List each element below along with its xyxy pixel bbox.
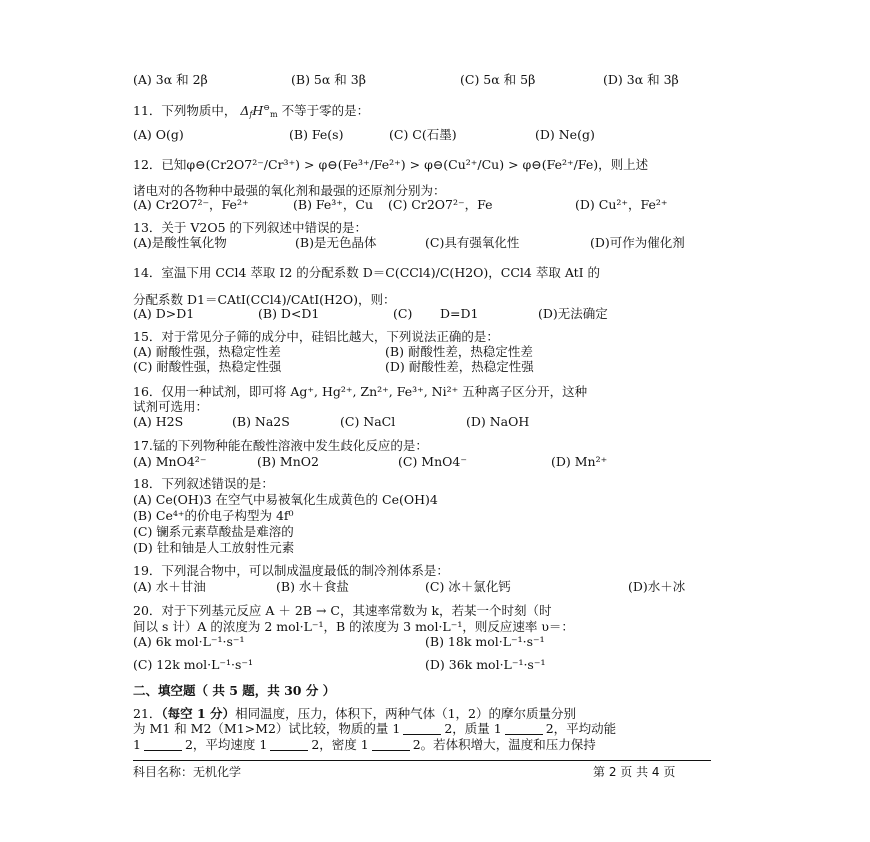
q11-option-a: (A) O(g) xyxy=(133,127,184,142)
q18-option-a: (A) Ce(OH)3 在空气中易被氧化生成黄色的 Ce(OH)4 xyxy=(133,492,438,507)
q21-line-3: 1 2，平均速度 1 2，密度 1 2。若体积增大，温度和压力保持 xyxy=(133,737,596,752)
q12-option-c: (C) Cr2O7²⁻，Fe xyxy=(388,197,493,212)
footer-subject: 科目名称：无机化学 xyxy=(133,765,242,779)
q15-option-d: (D) 耐酸性差，热稳定性强 xyxy=(385,359,534,374)
q18-option-d: (D) 钍和铀是人工放射性元素 xyxy=(133,540,295,555)
q20-option-c: (C) 12k mol·L⁻¹·s⁻¹ xyxy=(133,657,254,672)
q20-option-a: (A) 6k mol·L⁻¹·s⁻¹ xyxy=(133,634,245,649)
q10-option-a: (A) 3α 和 2β xyxy=(133,72,208,87)
q16-option-b: (B) Na2S xyxy=(232,414,290,429)
q13-option-b: (B)是无色晶体 xyxy=(295,235,377,250)
q11-option-d: (D) Ne(g) xyxy=(535,127,595,142)
blank-3[interactable] xyxy=(144,739,182,751)
q21-line-2: 为 M1 和 M2（M1>M2）试比较，物质的量 1 2，质量 1 2，平均动能 xyxy=(133,721,617,736)
q20-option-b: (B) 18k mol·L⁻¹·s⁻¹ xyxy=(425,634,545,649)
q19-option-a: (A) 水＋甘油 xyxy=(133,579,206,594)
q16-stem: 16．仅用一种试剂，即可将 Ag⁺, Hg²⁺, Zn²⁺, Fe³⁺, Ni²⁺ 五种离子区分开，这种 xyxy=(133,384,588,399)
q19-option-b: (B) 水＋食盐 xyxy=(276,579,349,594)
q15-stem: 15．对于常见分子筛的成分中，硅铝比越大，下列说法正确的是： xyxy=(133,329,499,344)
q14-option-a: (A) D>D1 xyxy=(133,306,195,321)
q11-option-b: (B) Fe(s) xyxy=(289,127,344,142)
q12-stem: 12．已知φ⊖(Cr2O7²⁻/Cr³⁺) > φ⊖(Fe³⁺/Fe²⁺) > φ⊖(Cu²⁺/Cu) > φ⊖(Fe²⁺/Fe)，则上述 xyxy=(133,157,649,172)
q15-option-b: (B) 耐酸性差，热稳定性差 xyxy=(385,344,533,359)
q12-option-a: (A) Cr2O7²⁻，Fe²⁺ xyxy=(133,197,249,212)
blank-1[interactable] xyxy=(403,723,441,735)
q15-option-a: (A) 耐酸性强，热稳定性差 xyxy=(133,344,281,359)
q13-option-c: (C)具有强氧化性 xyxy=(425,235,520,250)
q14-option-d: (D)无法确定 xyxy=(538,306,608,321)
q10-option-d: (D) 3α 和 3β xyxy=(603,72,679,87)
q14-option-b: (B) D<D1 xyxy=(258,306,320,321)
q14-stem: 14．室温下用 CCl4 萃取 I2 的分配系数 D＝C(CCl4)/C(H2O)，CCl4 萃取 AtI 的 xyxy=(133,265,601,280)
footer-rule xyxy=(133,760,711,761)
q20-stem: 20．对于下列基元反应 A ＋ 2B → C，其速率常数为 k，若某一个时刻（时 xyxy=(133,603,552,618)
q21-points-tag: （每空 1 分） xyxy=(161,706,236,721)
blank-2[interactable] xyxy=(505,723,543,735)
q17-option-d: (D) Mn²⁺ xyxy=(551,454,608,469)
q16-option-a: (A) H2S xyxy=(133,414,184,429)
q18-stem: 18．下列叙述错误的是： xyxy=(133,476,274,491)
q14-stem-cont: 分配系数 D1＝CAtI(CCl4)/CAtI(H2O)，则： xyxy=(133,292,396,307)
blank-4[interactable] xyxy=(270,739,308,751)
footer-page: 第 2 页 共 4 页 xyxy=(593,765,676,779)
q20-stem-cont: 间以 s 计）A 的浓度为 2 mol·L⁻¹，B 的浓度为 3 mol·L⁻¹，则反应速率 υ＝： xyxy=(133,619,574,634)
q16-stem-cont: 试剂可选用： xyxy=(133,399,209,414)
q18-option-b: (B) Ce⁴⁺的价电子构型为 4f⁰ xyxy=(133,508,294,523)
q21-line-1: 21．（每空 1 分）相同温度，压力，体积下，两种气体（1，2）的摩尔质量分别 xyxy=(133,706,576,721)
blank-5[interactable] xyxy=(372,739,410,751)
q17-option-a: (A) MnO4²⁻ xyxy=(133,454,207,469)
q14-option-c-text: D=D1 xyxy=(440,306,479,321)
q10-option-b: (B) 5α 和 3β xyxy=(291,72,366,87)
q11-option-c: (C) C(石墨) xyxy=(389,127,457,142)
q12-stem-cont: 诸电对的各物种中最强的氧化剂和最强的还原剂分别为： xyxy=(133,183,446,198)
q10-option-c: (C) 5α 和 5β xyxy=(460,72,536,87)
q19-stem: 19．下列混合物中，可以制成温度最低的制冷剂体系是： xyxy=(133,563,449,578)
q18-option-c: (C) 镧系元素草酸盐是难溶的 xyxy=(133,524,294,539)
q14-option-c: (C) xyxy=(393,306,413,321)
q16-option-d: (D) NaOH xyxy=(466,414,530,429)
q19-option-d: (D)水＋冰 xyxy=(628,579,686,594)
q17-option-b: (B) MnO2 xyxy=(257,454,319,469)
q19-option-c: (C) 冰＋氯化钙 xyxy=(425,579,511,594)
q13-option-a: (A)是酸性氧化物 xyxy=(133,235,227,250)
q11-stem: 11．下列物质中， $\Delta_fH^⊖_m$ 不等于零的是： xyxy=(133,103,370,119)
q13-stem: 13．关于 V2O5 的下列叙述中错误的是： xyxy=(133,220,368,235)
q16-option-c: (C) NaCl xyxy=(340,414,396,429)
q11-enthalpy-symbol: $\Delta_fH^⊖_m$ xyxy=(240,103,278,119)
q12-option-b: (B) Fe³⁺，Cu xyxy=(293,197,374,212)
q17-option-c: (C) MnO4⁻ xyxy=(398,454,467,469)
q17-stem: 17.锰的下列物种能在酸性溶液中发生歧化反应的是： xyxy=(133,438,428,453)
q20-option-d: (D) 36k mol·L⁻¹·s⁻¹ xyxy=(425,657,546,672)
section-title: 二、填空题（ 共 5 题，共 30 分 ） xyxy=(133,683,336,698)
q13-option-d: (D)可作为催化剂 xyxy=(590,235,685,250)
q15-option-c: (C) 耐酸性强，热稳定性强 xyxy=(133,359,282,374)
q12-option-d: (D) Cu²⁺，Fe²⁺ xyxy=(575,197,668,212)
